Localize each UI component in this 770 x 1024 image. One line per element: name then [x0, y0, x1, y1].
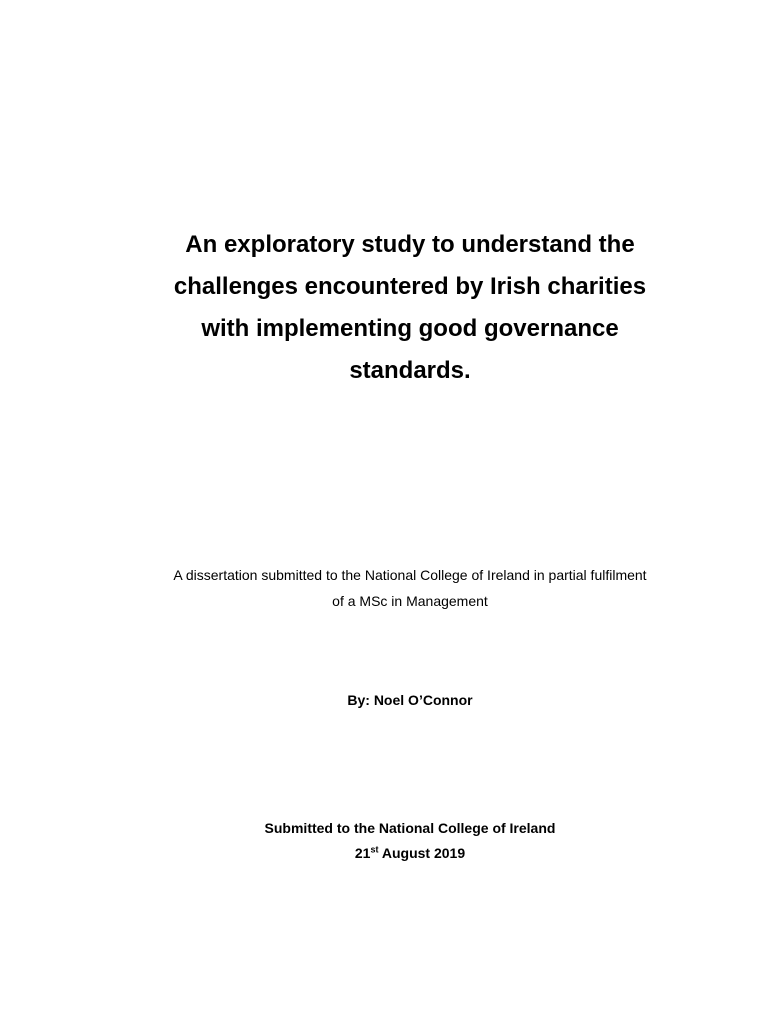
date-ordinal: st — [370, 844, 379, 855]
submission-line: A dissertation submitted to the National College of Ireland in partial fulfilment — [173, 567, 647, 583]
submitted-to-line: Submitted to the National College of Ireland — [264, 820, 556, 836]
title-line: challenges encountered by Irish charities — [173, 273, 647, 300]
title-line: with implementing good governance — [201, 315, 619, 342]
date-rest: August 2019 — [378, 845, 466, 861]
submission-line: of a MSc in Management — [332, 593, 488, 609]
title-line: standards. — [349, 357, 471, 384]
submission-block — [160, 816, 660, 866]
date-day: 21 — [354, 845, 371, 861]
dissertation-title — [110, 224, 710, 392]
submission-date — [160, 841, 660, 866]
title-line: An exploratory study to understand the — [185, 231, 635, 258]
submission-statement — [90, 562, 730, 614]
author-line: By: Noel O’Connor — [347, 692, 473, 708]
